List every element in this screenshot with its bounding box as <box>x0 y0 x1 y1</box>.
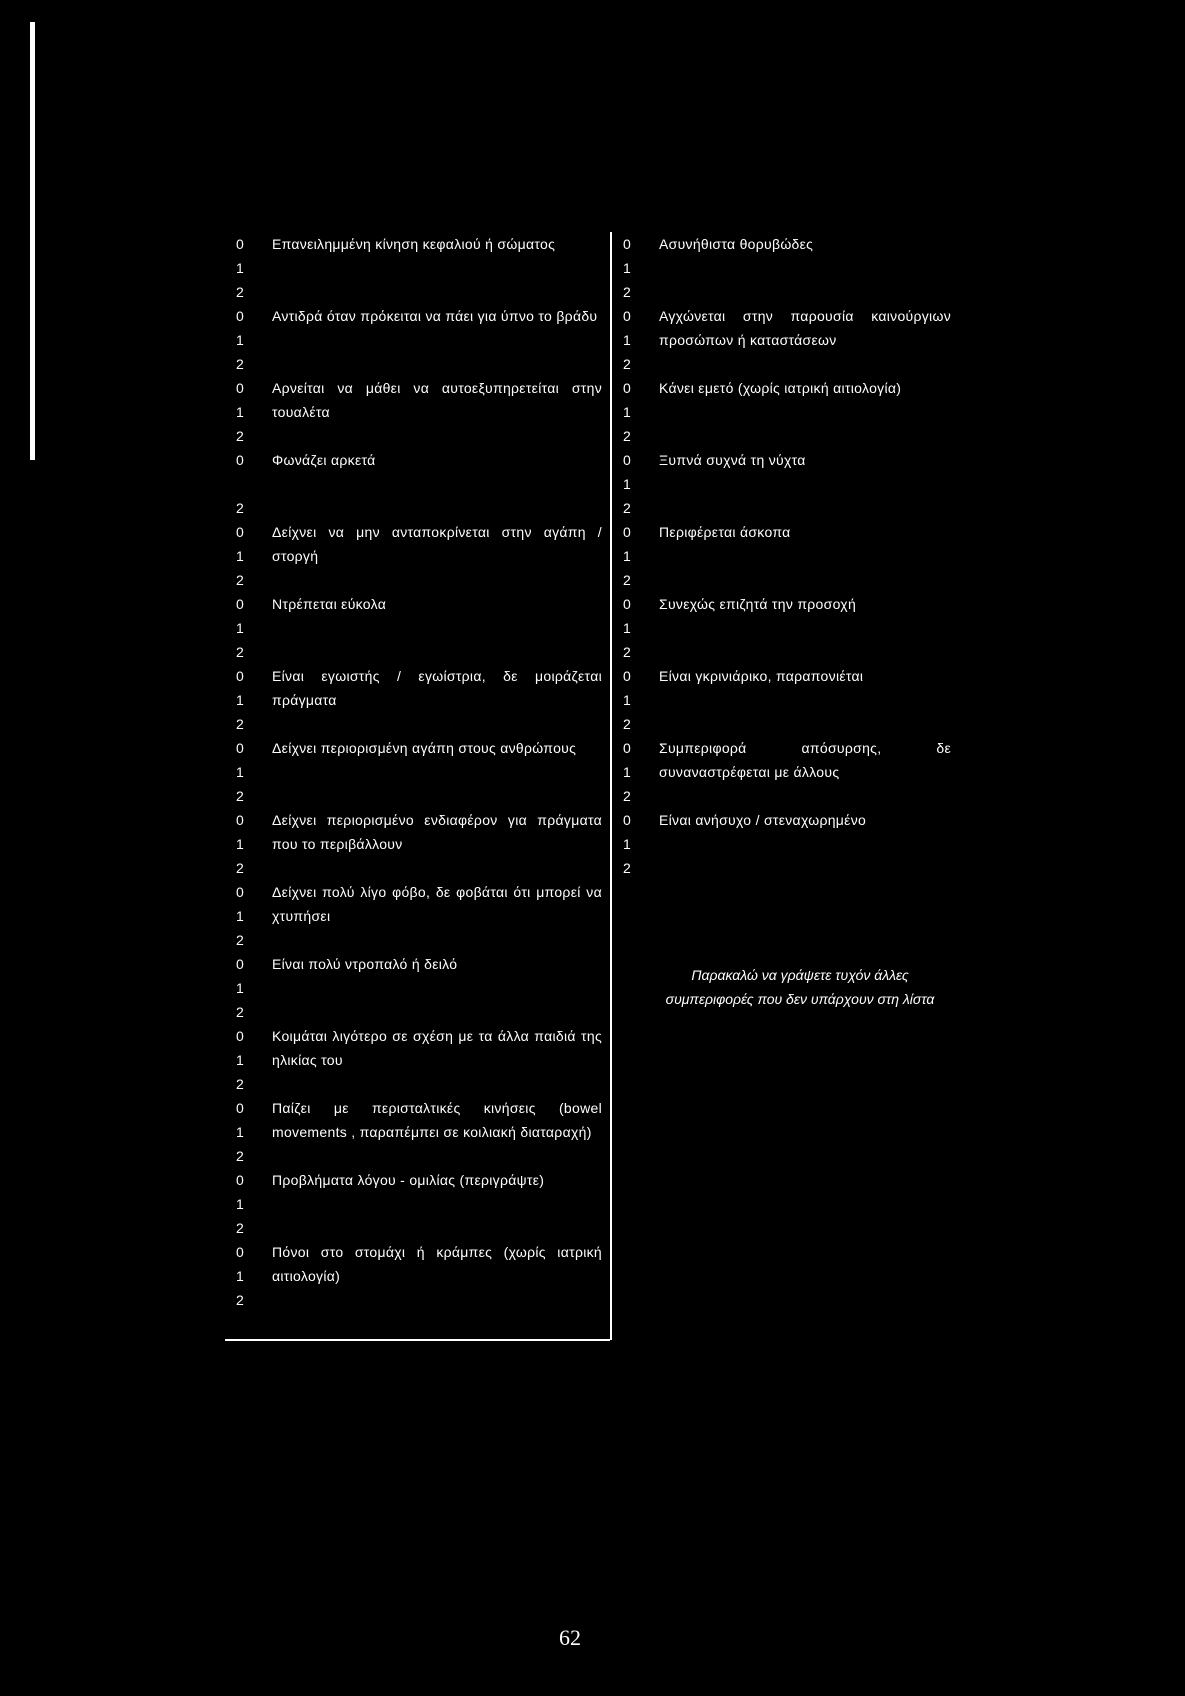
rating-scale: 0 1 2 <box>623 596 631 660</box>
rating-scale: 0 1 2 <box>236 884 244 948</box>
rating-scale: 0 1 2 <box>236 812 244 876</box>
list-item <box>623 304 953 376</box>
rating-scale: 0 1 2 <box>236 308 244 372</box>
rating-scale: 0 1 2 <box>236 740 244 804</box>
rating-scale: 0 1 2 <box>236 956 244 1020</box>
list-item <box>236 1024 606 1096</box>
rating-scale: 0 1 2 <box>623 668 631 732</box>
item-text: Συμπεριφορά απόσυρσης, δε συναναστρέφεται με άλλους <box>659 740 951 780</box>
list-item <box>236 808 606 880</box>
list-item <box>236 952 606 1024</box>
rating-scale: 0 1 2 <box>236 1244 244 1308</box>
item-text: Δείχνει περιορισμένο ενδιαφέρον για πράγματα που το περιβάλλουν <box>272 812 602 852</box>
list-item <box>623 592 953 664</box>
list-item <box>623 808 953 880</box>
list-item <box>236 1096 606 1168</box>
item-text: Παίζει με περισταλτικές κινήσεις (bowel movements , παραπέμπει σε κοιλιακή διαταραχή) <box>272 1100 602 1140</box>
bottom-rule <box>225 1339 610 1341</box>
item-text: Δείχνει περιορισμένη αγάπη στους ανθρώπους <box>272 740 577 756</box>
list-item <box>236 664 606 736</box>
page-number: 62 <box>559 1625 581 1650</box>
rating-scale: 0 1 2 <box>236 236 244 300</box>
margin-bar <box>30 22 35 460</box>
item-text: Πόνοι στο στομάχι ή κράμπες (χωρίς ιατρική αιτιολογία) <box>272 1244 602 1284</box>
list-item <box>623 736 953 808</box>
list-item <box>236 448 606 520</box>
list-item <box>236 592 606 664</box>
list-item <box>236 1168 606 1240</box>
item-text: Είναι πολύ ντροπαλό ή δειλό <box>272 956 458 972</box>
item-text: Προβλήματα λόγου - ομιλίας (περιγράψτε) <box>272 1172 545 1188</box>
rating-scale: 0 1 2 <box>623 236 631 300</box>
rating-scale: 0 1 2 <box>236 380 244 444</box>
item-text: Είναι ανήσυχο / στεναχωρημένο <box>659 812 867 828</box>
item-text: Κοιμάται λιγότερο σε σχέση με τα άλλα παιδιά της ηλικίας του <box>272 1028 602 1068</box>
item-text: Αρνείται να μάθει να αυτοεξυπηρετείται στην τουαλέτα <box>272 380 602 420</box>
rating-scale: 0 1 2 <box>236 1100 244 1164</box>
list-item <box>236 376 606 448</box>
list-item <box>623 448 953 520</box>
list-item <box>236 304 606 376</box>
item-text: Συνεχώς επιζητά την προσοχή <box>659 596 857 612</box>
item-text: Αγχώνεται στην παρουσία καινούργιων προσώπων ή καταστάσεων <box>659 308 951 348</box>
list-item <box>236 880 606 952</box>
rating-scale: 0 1 2 <box>623 524 631 588</box>
list-item <box>236 1240 606 1312</box>
item-text: Ξυπνά συχνά τη νύχτα <box>659 452 806 468</box>
item-text: Είναι γκρινιάρικο, παραπονιέται <box>659 668 864 684</box>
rating-scale: 0 1 2 <box>623 812 631 876</box>
item-text: Είναι εγωιστής / εγωίστρια, δε μοιράζεται πράγματα <box>272 668 602 708</box>
column-divider <box>610 232 612 1340</box>
rating-scale: 0 1 2 <box>623 452 631 516</box>
item-text: Αντιδρά όταν πρόκειται να πάει για ύπνο το βράδυ <box>272 308 598 324</box>
item-text: Ασυνήθιστα θορυβώδες <box>659 236 814 252</box>
rating-scale: 0 1 2 <box>623 380 631 444</box>
rating-scale: 0 1 2 <box>623 308 631 372</box>
list-item <box>623 664 953 736</box>
list-item <box>623 232 953 304</box>
rating-scale: 0 1 2 <box>623 740 631 804</box>
rating-scale: 0 1 2 <box>236 668 244 732</box>
item-text: Δείχνει να μην ανταποκρίνεται στην αγάπη / στοργή <box>272 524 602 564</box>
rating-scale: 0 1 2 <box>236 596 244 660</box>
rating-scale: 0 2 <box>236 452 244 516</box>
list-item <box>623 376 953 448</box>
rating-scale: 0 1 2 <box>236 1172 244 1236</box>
item-text: Ντρέπεται εύκολα <box>272 596 387 612</box>
list-item <box>236 736 606 808</box>
additional-behaviors-note: Παρακαλώ να γράψετε τυχόν άλλες συμπεριφορές που δεν υπάρχουν στη λίστα <box>665 967 935 1007</box>
rating-scale: 0 1 2 <box>236 1028 244 1092</box>
rating-scale: 0 1 2 <box>236 524 244 588</box>
item-text: Φωνάζει αρκετά <box>272 452 376 468</box>
list-item <box>623 520 953 592</box>
list-item <box>236 520 606 592</box>
item-text: Δείχνει πολύ λίγο φόβο, δε φοβάται ότι μπορεί να χτυπήσει <box>272 884 602 924</box>
item-text: Κάνει εμετό (χωρίς ιατρική αιτιολογία) <box>659 380 902 396</box>
item-text: Επανειλημμένη κίνηση κεφαλιού ή σώματος <box>272 236 556 252</box>
list-item <box>236 232 606 304</box>
item-text: Περιφέρεται άσκοπα <box>659 524 791 540</box>
